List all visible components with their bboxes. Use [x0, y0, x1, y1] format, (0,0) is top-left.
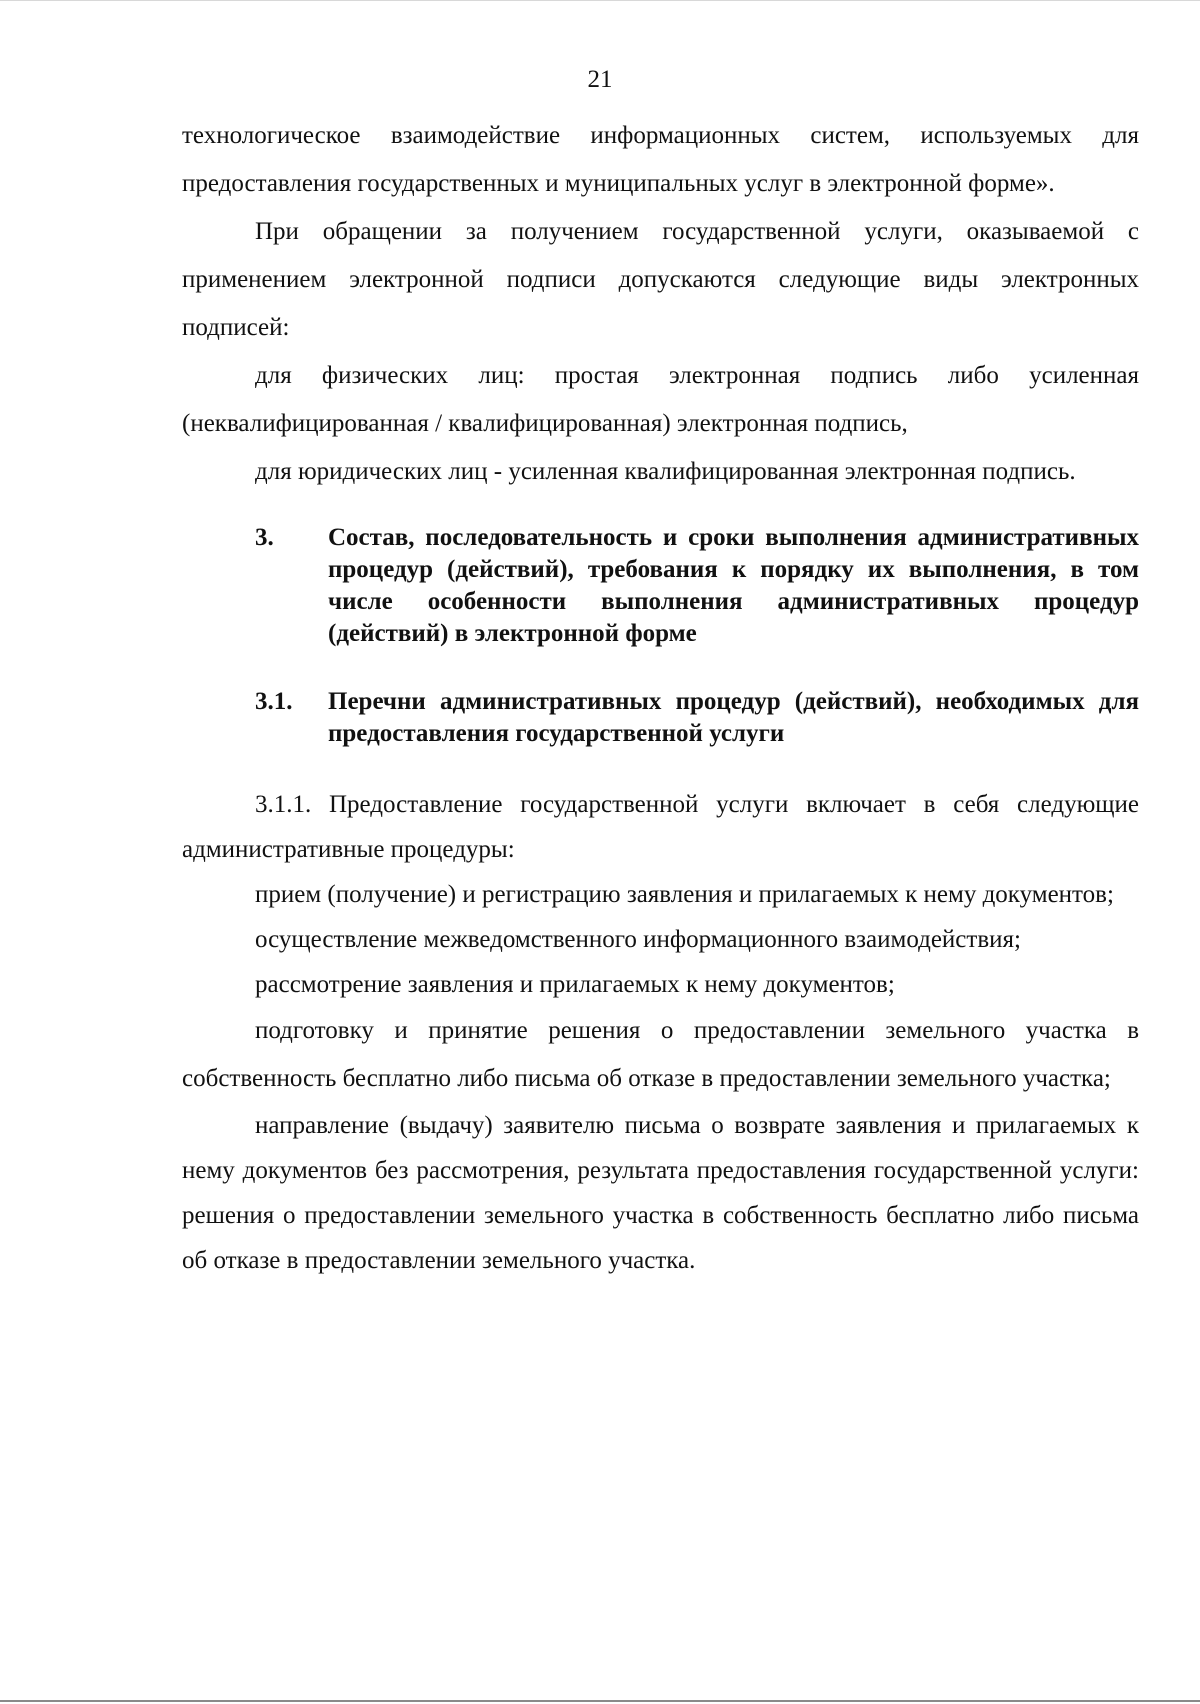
list-item: рассмотрение заявления и прилагаемых к нему документов; [255, 971, 895, 998]
paragraph-3-1-1: 3.1.1. Предоставление государственной услуги включает в себя следующие административные процедуры: [182, 791, 1139, 863]
page-content [182, 112, 1139, 1283]
paragraph-signature-types: При обращении за получением государственной услуги, оказываемой с применением электронной подписи допускаются следующие виды электронных подписей: [182, 218, 1139, 341]
section-heading-3 [182, 522, 1139, 650]
list-item: подготовку и принятие решения о предоставлении земельного участка в собственность бесплатно либо письма об отказе в предоставлении земельного участка; [182, 1017, 1139, 1092]
section-title: Перечни административных процедур (действий), необходимых для предоставления государственной услуги [328, 688, 1139, 747]
paragraph-individuals: для физических лиц: простая электронная подпись либо усиленная (неквалифицированная / квалифицированная) электронная подпись, [182, 362, 1139, 437]
list-item: осуществление межведомственного информационного взаимодействия; [255, 926, 1021, 953]
section-number: 3. [255, 524, 274, 551]
paragraph-continuation: технологическое взаимодействие информационных систем, используемых для предоставления государственных и муниципальных услуг в электронной форме». [182, 122, 1139, 197]
paragraph-legal-entities: для юридических лиц - усиленная квалифицированная электронная подпись. [255, 458, 1076, 485]
scan-bottom-edge [0, 1700, 1200, 1702]
page-number: 21 [587, 66, 613, 93]
section-heading-3-1 [182, 686, 1139, 750]
section-title: Состав, последовательность и сроки выполнения административных процедур (действий), требования к порядку их выполнения, в том числе особенности выполнения административных процедур (действий) в электронной форме [328, 524, 1139, 647]
section-number: 3.1. [255, 688, 293, 715]
scan-top-edge [0, 0, 1200, 1]
list-item: направление (выдачу) заявителю письма о возврате заявления и прилагаемых к нему документов без рассмотрения, результата предоставления государственной услуги: решения о предоставлении земельного участка в собственность бесплатно либо письма об отказе в предоставлении земельного участка. [182, 1112, 1139, 1274]
list-item: прием (получение) и регистрацию заявления и прилагаемых к нему документов; [255, 881, 1114, 908]
